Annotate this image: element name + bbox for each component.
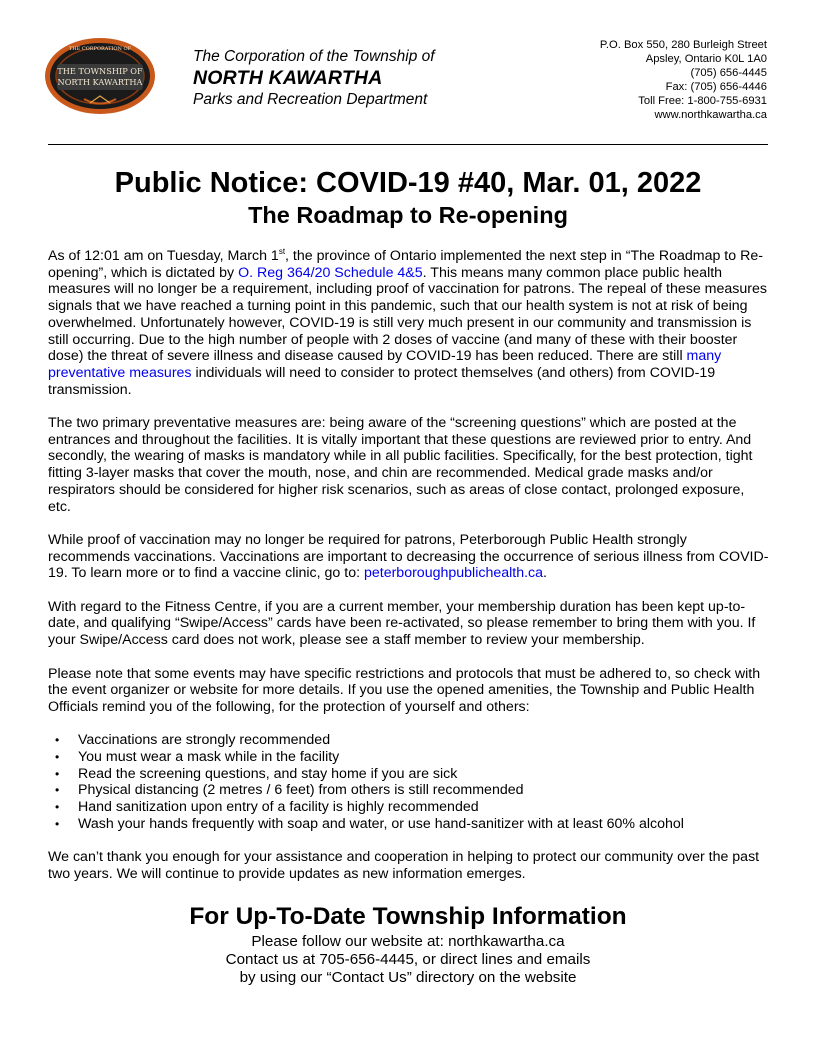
address-po-box: P.O. Box 550, 280 Burleigh Street: [599, 39, 767, 51]
list-item: • Physical distancing (2 metres / 6 feet) from others is still recommended: [55, 782, 524, 799]
township-name: NORTH KAWARTHA: [193, 67, 383, 89]
header-divider: [48, 144, 768, 145]
footer-heading: For Up-To-Date Township Information: [189, 903, 627, 930]
list-item: • You must wear a mask while in the facility: [55, 749, 340, 766]
bullet-icon: •: [55, 733, 60, 748]
bullet-icon: •: [55, 783, 60, 798]
address-toll-free: Toll Free: 1-800-755-6931: [638, 95, 767, 107]
paragraph-roadmap: [48, 248, 770, 398]
list-item: • Wash your hands frequently with soap and water, or use hand-sanitizer with at least 60% alcohol: [55, 815, 684, 832]
footer-website-line: Please follow our website at: northkawartha.ca: [251, 933, 565, 950]
address-website: www.northkawartha.ca: [654, 109, 767, 121]
paragraph-vaccination: [48, 532, 770, 582]
bullet-icon: •: [55, 800, 60, 815]
notice-subtitle: The Roadmap to Re-opening: [248, 202, 568, 228]
notice-title: Public Notice: COVID-19 #40, Mar. 01, 2022: [114, 167, 702, 199]
p1-text-a: As of 12:01 am on Tuesday, March 1: [48, 248, 279, 264]
p3-text-b: .: [543, 565, 547, 582]
p3-text-a: While proof of vaccination may no longer be required for patrons, Peterborough Public Health strongly recommends vaccinations. Vaccinations are important to decreasing the occurrence of serious illness from COVID-19. To learn more or to find a vaccine clinic, go to:: [48, 531, 769, 582]
department-name: Parks and Recreation Department: [193, 91, 428, 108]
paragraph-thanks: We can’t thank you enough for your assistance and cooperation in helping to protect our community over the past two years. We will continue to provide updates as new information emerges.: [48, 849, 760, 882]
paragraph-fitness-centre: With regard to the Fitness Centre, if you are a current member, your membership duration has been kept up-to-date, and qualifying “Swipe/Access” cards have been re-activated, so please remember to bring them with you. If your Swipe/Access card does not work, please see a staff member to review your membership.: [48, 598, 756, 649]
bullet-icon: •: [55, 816, 60, 831]
reminder-list: [48, 732, 770, 832]
preventative-measures-link[interactable]: many preventative measures: [48, 348, 722, 381]
bullet-icon: •: [55, 750, 60, 765]
p1-superscript: st: [278, 247, 286, 256]
address-phone: (705) 656-4445: [690, 67, 767, 79]
list-item: • Hand sanitization upon entry of a facility is highly recommended: [55, 799, 479, 816]
address-block: [600, 38, 767, 122]
township-logo: [44, 36, 156, 116]
paragraph-events: Please note that some events may have specific restrictions and protocols that must be adhered to, so check with the event organizer or website for more details. If you use the opened amenities, the Township and Public Health Officials remind you of the following, for the protection of yourself and others:: [48, 665, 761, 715]
svg-text:THE CORPORATION OF: THE CORPORATION OF: [68, 46, 132, 52]
address-city: Apsley, Ontario K0L 1A0: [645, 53, 767, 65]
footer-directory-line: by using our “Contact Us” directory on the website: [239, 969, 577, 986]
p1-text-d: individuals will need to consider to protect themselves (and others) from COVID-19 transmission.: [48, 364, 716, 398]
bullet-icon: •: [55, 766, 60, 781]
o-reg-link[interactable]: O. Reg 364/20 Schedule 4&5: [238, 264, 423, 281]
svg-text:THE TOWNSHIP OF: THE TOWNSHIP OF: [57, 66, 143, 76]
corporation-line-1: The Corporation of the Township of: [193, 48, 435, 65]
p1-text-b: , the province of Ontario implemented the next step in “The Roadmap to Re-opening”, which is dictated by: [48, 248, 763, 281]
footer-info: [48, 901, 768, 987]
svg-text:NORTH KAWARTHA: NORTH KAWARTHA: [57, 77, 143, 87]
paragraph-preventative-measures: The two primary preventative measures are: being aware of the “screening questions” which are posted at the entrances and throughout the facilities. It is vitally important that these questions are reviewed prior to entry. And secondly, the wearing of masks is mandatory while in all public facilities. Specifically, for the best protection, tight fitting 3-layer masks that cover the mouth, nose, and chin are recommended. Medical grade masks and/or respirators should be considered for higher risk scenarios, such as areas of close contact, prolonged exposure, etc.: [48, 415, 753, 515]
notice-body: [48, 248, 770, 899]
township-seal-icon: [44, 36, 156, 116]
list-item: • Vaccinations are strongly recommended: [55, 732, 331, 749]
list-item: • Read the screening questions, and stay home if you are sick: [55, 765, 458, 782]
corporation-name: [193, 47, 435, 110]
public-health-link[interactable]: peterboroughpublichealth.ca: [363, 565, 544, 582]
footer-contact-line: Contact us at 705-656-4445, or direct lines and emails: [225, 951, 591, 968]
address-fax: Fax: (705) 656-4446: [665, 81, 767, 93]
p1-text-c: . This means many common place public health measures will no longer be a requirement, including proof of vaccination for patrons. The repeal of these measures signals that we have reached a turning point in this pandemic, such that our health system is not at risk of being overwhelmed. Unfortunately however, COVID-19 is still very much present in our community and transmission is still occurring. Due to the high number of people with 2 doses of vaccine (and many of these with their booster dose) the threat of severe illness and disease caused by COVID-19 has been reduced. There are still: [48, 264, 767, 365]
